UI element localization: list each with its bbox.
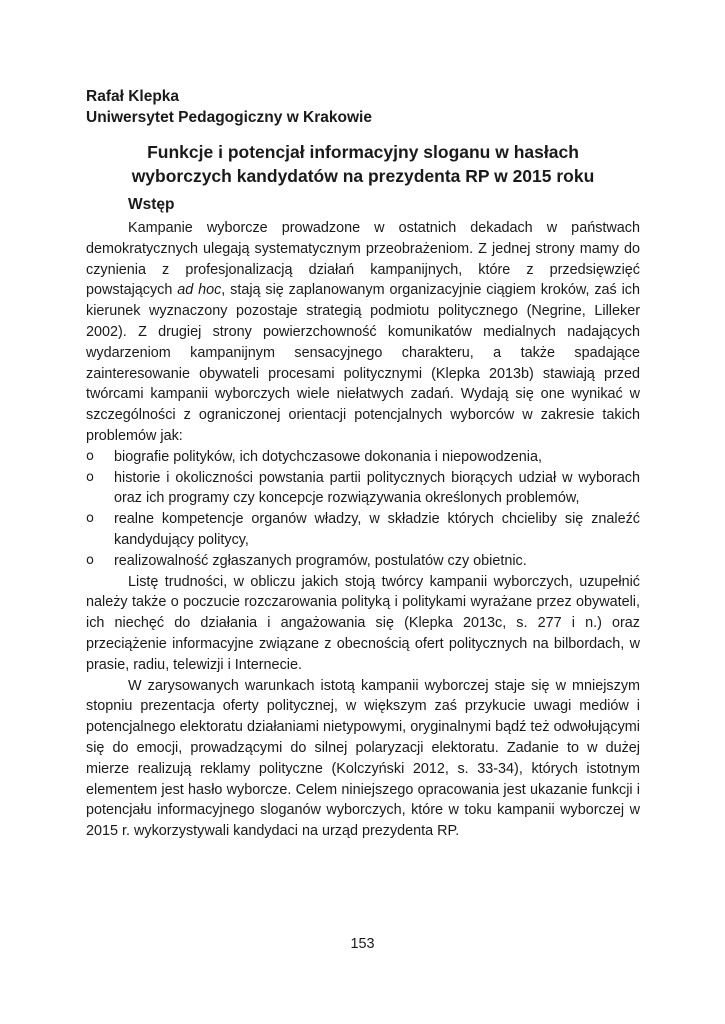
list-item-text: biografie polityków, ich dotychczasowe dokonania i niepowodzenia, <box>114 448 542 465</box>
document-page <box>86 86 640 842</box>
bullet-marker-icon: o <box>86 469 94 485</box>
section-heading: Wstęp <box>128 196 175 213</box>
list-item <box>86 447 640 468</box>
paragraph-purpose: W zarysowanych warunkach istotą kampanii wyborczej staje się w mniejszym stopniu prezentacja oferty politycznej, w większym zaś przykucie uwagi mediów i potencjalnego elektoratu działaniami nietypowymi, oryginalnymi bądź też odwołującymi się do emocji, prowadzącymi do silnej polaryzacji elektoratu. Zadanie to w dużej mierze realizują reklamy polityczne (Kolczyński 2012, s. 33-34), których istotnym elementem jest hasło wyborcze. Celem niniejszego opracowania jest ukazanie funkcji i potencjału informacyjnego sloganów wyborczych, które w toku kampanii wyborczej w 2015 r. wykorzystywali kandydaci na urząd prezydenta RP. <box>86 677 640 840</box>
article-title-line-1: Funkcje i potencjał informacyjny sloganu w hasłach <box>147 142 579 162</box>
list-item <box>86 468 640 510</box>
bullet-marker-icon: o <box>86 448 94 464</box>
paragraph-intro-text-b: , stają się zaplanowanym organizacyjnie ciągiem kroków, zaś ich kierunek wyznaczony pozostaje strategią podmiotu politycznego (Negrine, Lilleker 2002). Z drugiej strony powierzchowność komunikatów medialnych nadających wydarzeniom kampanijnym sensacyjnego charakteru, a także spadające zainteresowanie obywateli procesami politycznymi (Klepka 2013b) stawiają przed twórcami kampanii wyborczych wiele niełatwych zadań. Wydają się one wynikać w szczególności z ograniczonej orientacji potencjalnych wyborców w zakresie takich problemów jak: <box>86 282 640 444</box>
bullet-marker-icon: o <box>86 511 94 527</box>
article-title <box>86 140 640 188</box>
list-item-text: historie i okoliczności powstania partii politycznych biorących udział w wyborach oraz ich programy czy koncepcje rozwiązywania określonych problemów, <box>114 469 640 507</box>
author-name: Rafał Klepka <box>86 88 180 105</box>
list-item <box>86 551 640 572</box>
paragraph-difficulties: Listę trudności, w obliczu jakich stoją twórcy kampanii wyborczych, uzupełnić należy także o poczucie rozczarowania polityką i politykami wyrażane przez obywateli, ich niechęć do działania i angażowania się (Klepka 2013c, s. 277 i n.) oraz przeciążenie informacyjne związane z obecnością ofert politycznych na bilbordach, w prasie, radiu, telewizji i Internecie. <box>86 573 640 673</box>
bullet-list <box>86 447 640 572</box>
paragraph-intro-italic: ad hoc <box>177 282 222 299</box>
article-title-line-2: wyborczych kandydatów na prezydenta RP w 2015 roku <box>131 166 595 186</box>
author-affiliation: Uniwersytet Pedagogiczny w Krakowie <box>86 109 372 126</box>
list-item-text: realne kompetencje organów władzy, w składzie których chcieliby się znaleźć kandydujący politycy, <box>114 511 640 548</box>
bullet-marker-icon: o <box>86 552 94 568</box>
list-item <box>86 509 640 551</box>
page-number: 153 <box>350 936 375 952</box>
paragraph-intro <box>86 218 640 447</box>
list-item-text: realizowalność zgłaszanych programów, postulatów czy obietnic. <box>114 552 527 569</box>
paragraph-intro-text-a: Kampanie wyborcze prowadzone w ostatnich dekadach w państwach demokratycznych ulegają systematycznym przeobrażeniom. Z jednej strony mamy do czynienia z profesjonalizacją działań kampanijnych, które z przedsięwzięć powstających <box>86 220 640 299</box>
